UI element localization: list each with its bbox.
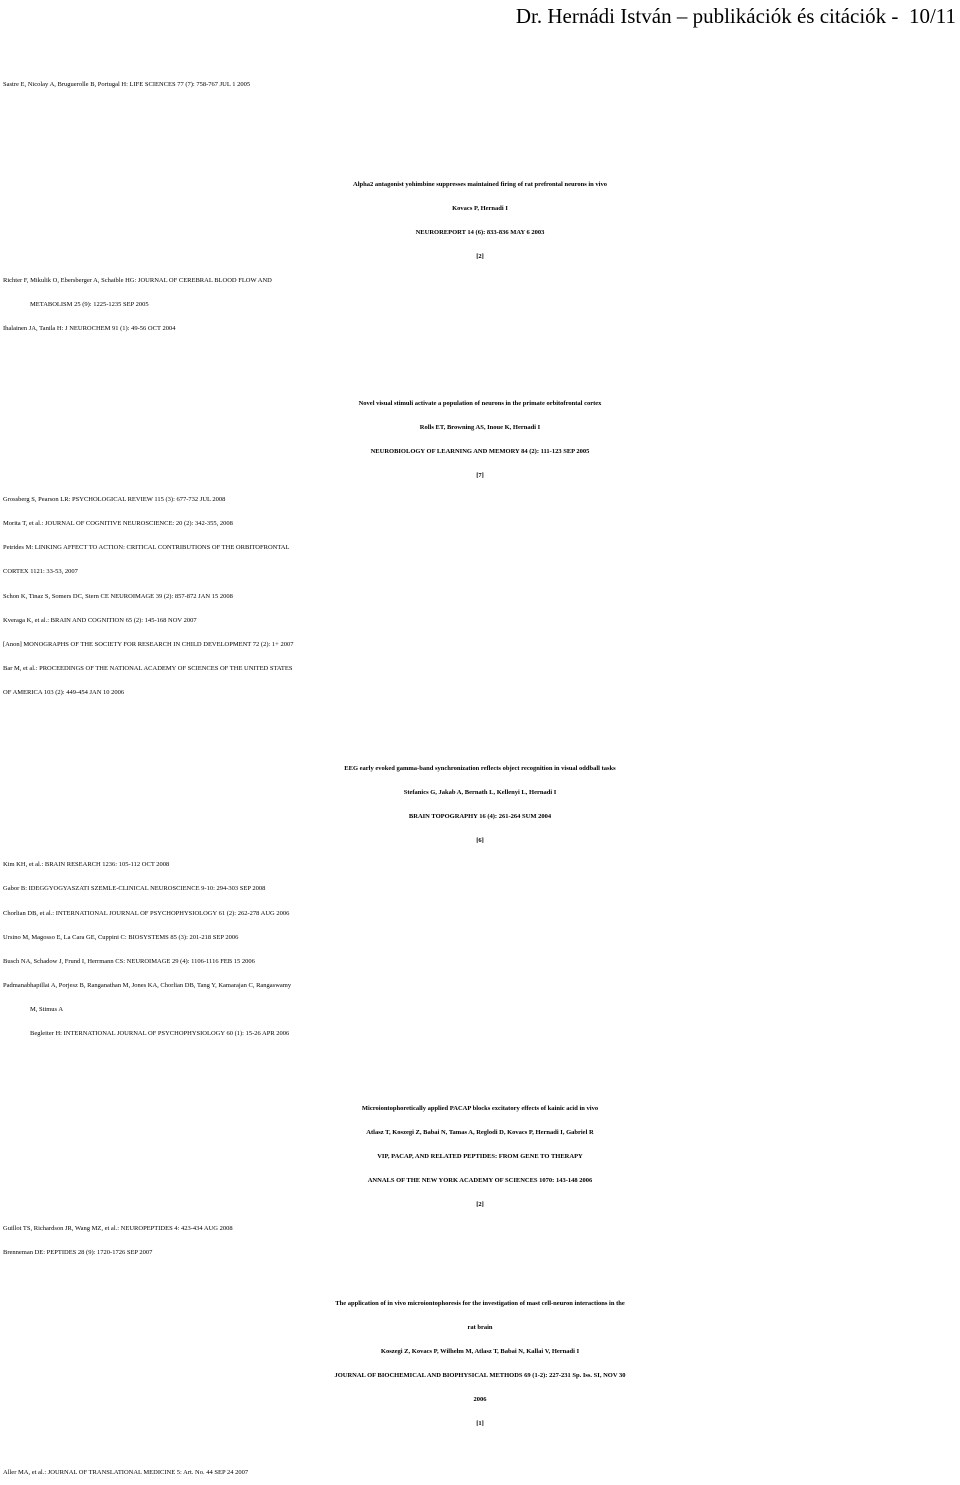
citation-count: [6] [476, 837, 484, 844]
citation-line: M, Stimus A [30, 1006, 64, 1013]
citation-line: Ihalainen JA, Tanila H: J NEUROCHEM 91 (1): 49-56 OCT 2004 [3, 325, 176, 332]
paper-title: Novel visual stimuli activate a population of neurons in the primate orbitofrontal cortex [358, 400, 602, 407]
paper-journal: ANNALS OF THE NEW YORK ACADEMY OF SCIENCES 1070: 143-148 2006 [367, 1177, 593, 1184]
citation-line: Aller MA, et al.: JOURNAL OF TRANSLATIONAL MEDICINE 5: Art. No. 44 SEP 24 2007 [3, 1469, 249, 1476]
paper-title-cont: rat brain [467, 1324, 493, 1331]
citation-line: Kveraga K, et al.: BRAIN AND COGNITION 65 (2): 145-168 NOV 2007 [3, 617, 197, 624]
citation-line: OF AMERICA 103 (2): 449-454 JAN 10 2006 [3, 689, 125, 696]
citation-line: CORTEX 1121: 33-53, 2007 [3, 568, 78, 575]
paper-authors: Kovacs P, Hernadi I [452, 205, 508, 212]
header-title: Dr. Hernádi István – publikációk és citációk - [515, 4, 899, 28]
paper-title: The application of in vivo microiontophoresis for the investigation of mast cell-neuron interactions in the [335, 1300, 625, 1307]
citation-line: Kim KH, et al.: BRAIN RESEARCH 1236: 105-112 OCT 2008 [3, 861, 170, 868]
citation-line: Bar M, et al.: PROCEEDINGS OF THE NATIONAL ACADEMY OF SCIENCES OF THE UNITED STATES [3, 665, 293, 672]
paper-journal: JOURNAL OF BIOCHEMICAL AND BIOPHYSICAL METHODS 69 (1-2): 227-231 Sp. Iss. SI, NOV 30 [334, 1372, 626, 1379]
citation-line: Chorlian DB, et al.: INTERNATIONAL JOURNAL OF PSYCHOPHYSIOLOGY 61 (2): 262-278 AUG 2006 [3, 910, 290, 917]
citation-line: Brenneman DE: PEPTIDES 28 (9): 1720-1726 SEP 2007 [3, 1249, 153, 1256]
paper-journal: BRAIN TOPOGRAPHY 16 (4): 261-264 SUM 2004 [408, 813, 552, 820]
paper-authors: Koszegi Z, Kovacs P, Wilhelm M, Atlasz T, Babai N, Kallai V, Hernadi I [380, 1348, 580, 1355]
citation-count: [2] [476, 1201, 484, 1208]
citation-line: Busch NA, Schadow J, Frund I, Herrmann CS: NEUROIMAGE 29 (4): 1106-1116 FEB 15 2006 [3, 958, 255, 965]
paper-journal: NEUROREPORT 14 (6): 833-836 MAY 6 2003 [415, 229, 545, 236]
citation-line: Padmanabhapillai A, Porjesz B, Ranganathan M, Jones KA, Chorlian DB, Tang Y, Kamarajan C, Rangaswamy [3, 982, 292, 989]
citation-count: [7] [476, 472, 484, 479]
citation-line: Grossberg S, Pearson LR: PSYCHOLOGICAL REVIEW 115 (3): 677-732 JUL 2008 [3, 496, 226, 503]
paper-authors: Stefanics G, Jakab A, Bernath L, Kellenyi L, Hernadi I [403, 789, 557, 796]
citation-line: Begleiter H: INTERNATIONAL JOURNAL OF PSYCHOPHYSIOLOGY 60 (1): 15-26 APR 2006 [30, 1030, 290, 1037]
citation-line: Richter F, Mikulik O, Ebersberger A, Schaible HG: JOURNAL OF CEREBRAL BLOOD FLOW AND [3, 277, 272, 284]
citation-line: Gabor B: IDEGGYOGYASZATI SZEMLE-CLINICAL NEUROSCIENCE 9-10: 294-303 SEP 2008 [3, 885, 266, 892]
citation-line: Sastre E, Nicolay A, Bruguerolle B, Portugal H: LIFE SCIENCES 77 (7): 758-767 JUL 1 2005 [3, 81, 251, 88]
paper-authors: Rolls ET, Browning AS, Inoue K, Hernadi I [419, 424, 541, 431]
paper-journal: NEUROBIOLOGY OF LEARNING AND MEMORY 84 (2): 111-123 SEP 2005 [370, 448, 590, 455]
citation-count: [1] [476, 1420, 484, 1427]
paper-authors: Atlasz T, Koszegi Z, Babai N, Tamas A, Reglodi D, Kovacs P, Hernadi I, Gabriel R [366, 1129, 594, 1136]
citation-line: [Anon] MONOGRAPHS OF THE SOCIETY FOR RESEARCH IN CHILD DEVELOPMENT 72 (2): 1+ 2007 [3, 641, 294, 648]
paper-title: EEG early evoked gamma-band synchronization reflects object recognition in visual oddball tasks [344, 765, 616, 772]
paper-book: VIP, PACAP, AND RELATED PEPTIDES: FROM GENE TO THERAPY [377, 1153, 583, 1160]
citation-count: [2] [476, 253, 484, 260]
header-page-number: 10/11 [908, 4, 956, 28]
citation-line: Schon K, Tinaz S, Somers DC, Stern CE NEUROIMAGE 39 (2): 857-872 JAN 15 2008 [3, 593, 233, 600]
citation-line: Ursino M, Magosso E, La Cara GE, Cuppini C: BIOSYSTEMS 85 (3): 201-218 SEP 2006 [3, 934, 239, 941]
paper-title: Microiontophoretically applied PACAP blocks excitatory effects of kainic acid in vivo [361, 1105, 599, 1112]
paper-journal-cont: 2006 [473, 1396, 487, 1403]
citation-line: METABOLISM 25 (9): 1225-1235 SEP 2005 [30, 301, 149, 308]
paper-title: Alpha2 antagonist yohimbine suppresses maintained firing of rat prefrontal neurons in vivo [353, 181, 607, 188]
citation-line: Morita T, et al.: JOURNAL OF COGNITIVE NEUROSCIENCE: 20 (2): 342-355, 2008 [3, 520, 233, 527]
citation-line: Petrides M: LINKING AFFECT TO ACTION: CRITICAL CONTRIBUTIONS OF THE ORBITOFRONTAL [3, 544, 290, 551]
citation-line: Guillot TS, Richardson JR, Wang MZ, et al.: NEUROPEPTIDES 4: 423-434 AUG 2008 [3, 1225, 233, 1232]
page-header [0, 2, 956, 30]
